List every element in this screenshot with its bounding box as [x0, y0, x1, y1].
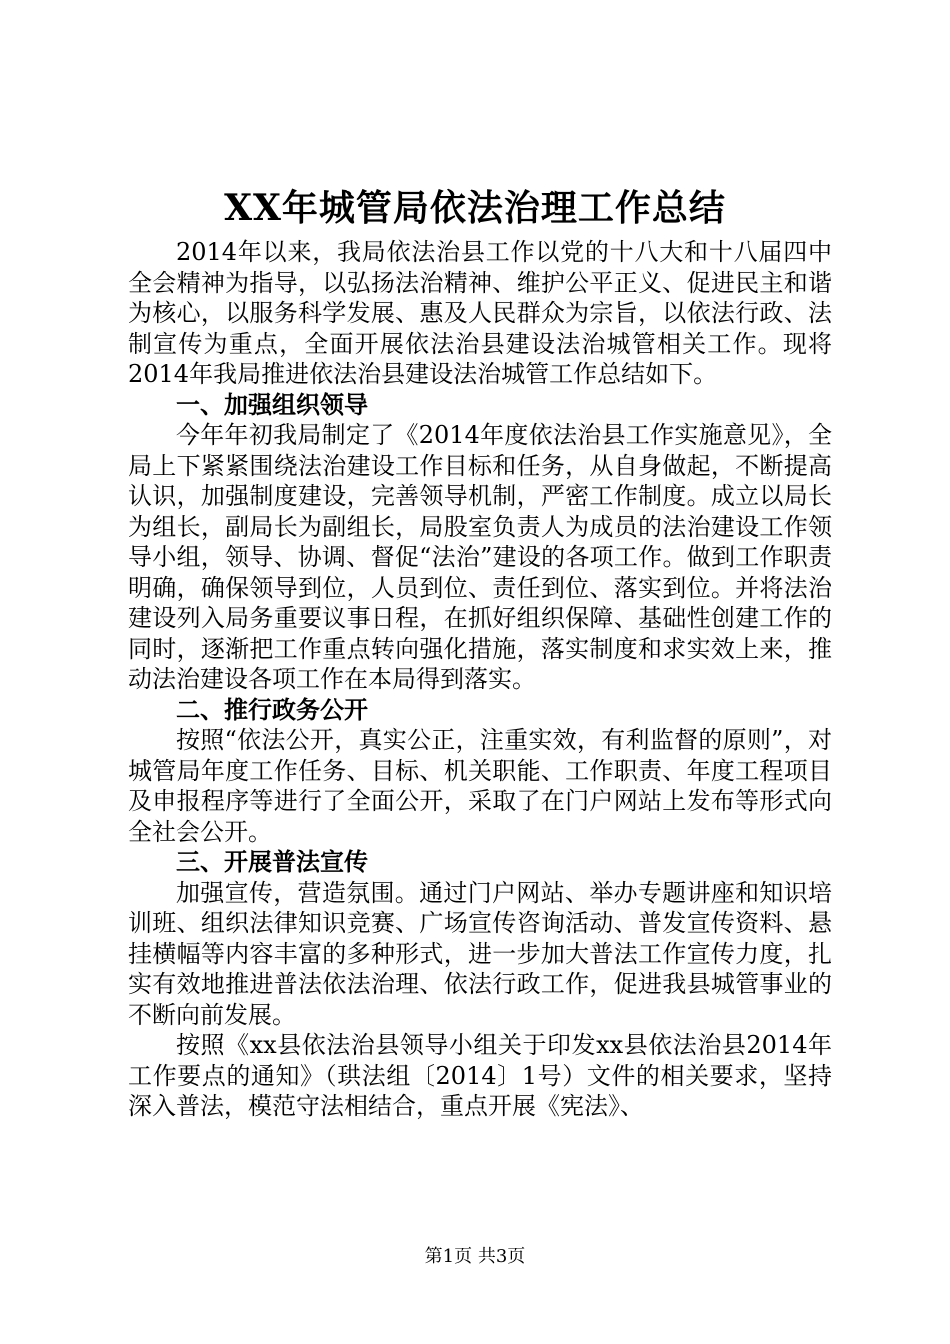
section-paragraph: 今年年初我局制定了《2014年度依法治县工作实施意见》，全局上下紧紧围绕法治建设工作目标和任务，从自身做起，不断提高认识，加强制度建设，完善领导机制，严密工作制度。成立以局长为组长，副局长为副组长，局股室负责人为成员的法治建设工作领导小组，领导、协调、督促“法治”建设的各项工作。做到工作职责明确，确保领导到位，人员到位、责任到位、落实到位。并将法治建设列入局务重要议事日程，在抓好组织保障、基础性创建工作的同时，逐渐把工作重点转向强化措施，落实制度和求实效上来，推动法治建设各项工作在本局得到落实。 — [128, 421, 832, 693]
section-heading-legal-publicity: 三、开展普法宣传 — [176, 847, 368, 876]
section-paragraph: 按照《xx县依法治县领导小组关于印发xx县依法治县2014年工作要点的通知》（珙法组〔2014〕1号）文件的相关要求，坚持深入普法，模范守法相结合，重点开展《宪法》、 — [128, 1031, 832, 1120]
section-paragraph: 按照“依法公开，真实公正，注重实效，有利监督的原则”，对城管局年度工作任务、目标、机关职能、工作职责、年度工程项目及申报程序等进行了全面公开，采取了在门户网站上发布等形式向全社会公开。 — [128, 726, 832, 846]
page-number-footer: 第1页 共3页 — [424, 1246, 526, 1267]
section-paragraph: 加强宣传，营造氛围。通过门户网站、举办专题讲座和知识培训班、组织法律知识竞赛、广场宣传咨询活动、普发宣传资料、悬挂横幅等内容丰富的多种形式，进一步加大普法工作宣传力度，扎实有效地推进普法依法治理、依法行政工作，促进我县城管事业的不断向前发展。 — [128, 878, 832, 1029]
section-heading-government-affairs: 二、推行政务公开 — [176, 694, 368, 724]
document-body — [128, 237, 832, 1122]
document-title: XX年城管局依法治理工作总结 — [224, 187, 726, 229]
intro-paragraph: 2014年以来，我局依法治县工作以党的十八大和十八届四中全会精神为指导，以弘扬法治精神、维护公平正义、促进民主和谐为核心，以服务科学发展、惠及人民群众为宗旨，以依法行政、法制宣传为重点，全面开展依法治县建设法治城管相关工作。现将2014年我局推进依法治县建设法治城管工作总结如下。 — [128, 238, 832, 388]
section-heading-organization: 一、加强组织领导 — [176, 389, 368, 419]
